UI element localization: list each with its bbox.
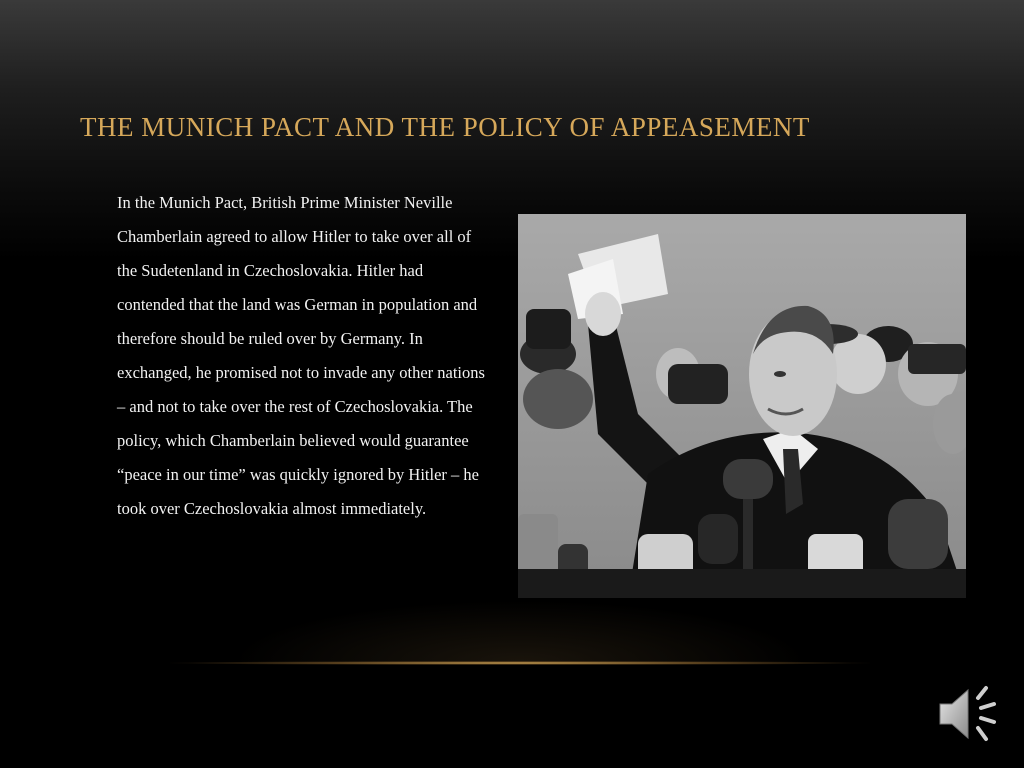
chamberlain-photo xyxy=(518,214,966,598)
divider-glow xyxy=(230,600,810,662)
speaker-icon xyxy=(934,682,1006,746)
audio-speaker-button[interactable] xyxy=(934,682,1006,746)
gold-divider xyxy=(170,661,870,665)
slide-title: THE MUNICH PACT AND THE POLICY OF APPEASEMENT xyxy=(80,112,810,142)
slide-body-text: In the Munich Pact, British Prime Minister Neville Chamberlain agreed to allow Hitler to take over all of the Sudetenland in Czechoslovakia. Hitler had contended that the land was German in population and therefore should be ruled over by Germany. In exchanged, he promised not to invade any other nations – and not to take over the rest of Czechoslovakia. The policy, which Chamberlain believed would guarantee “peace in our time” was quickly ignored by Hitler – he took over Czechoslovakia almost immediately. xyxy=(117,193,485,518)
